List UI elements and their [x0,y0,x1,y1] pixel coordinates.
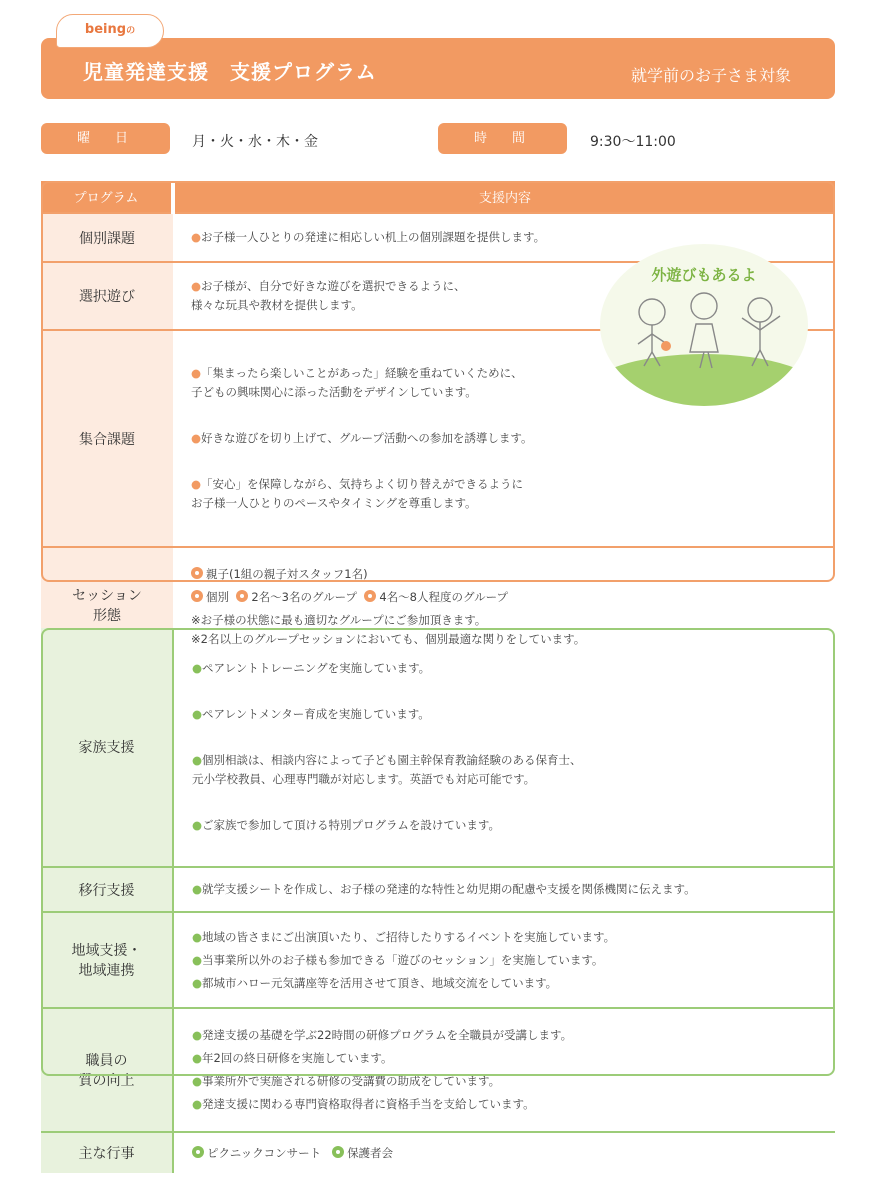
row-label: 個別課題 [41,213,173,262]
list-item: 地域の皆さまにご出演頂いたり、ご招待したりするイベントを実施しています。 [202,929,616,944]
row-label: セッション 形態 [41,547,173,662]
bullet-icon [191,567,203,579]
list-item: 就学支援シートを作成し、お子様の発達的な特性と幼児期の配慮や支援を関係機関に伝えます。 [202,882,696,896]
col-header-program: プログラム [41,181,173,213]
table-row: 選択遊び ●お子様が、自分で好きな遊びを選択できるように、 様々な玩具や教材を提供します。 [41,262,835,330]
list-item: 当事業所以外のお子様も参加できる「遊びのセッション」を実施しています。 [202,952,604,967]
row-label: 選択遊び [41,262,173,330]
page-subtitle: 就学前のお子さま対象 [630,66,791,85]
page-header [41,38,835,99]
row-label: 移行支援 [41,867,173,912]
list-item: 発達支援の基礎を学ぶ22時間の研修プログラムを全職員が受講します。 [202,1028,573,1042]
days-label: 曜 日 [41,123,170,154]
list-item: ペアレントトレーニングを実施しています。 [202,661,431,675]
session-option: 4名〜8人程度のグループ [379,590,509,604]
page-title: 児童発達支援 支援プログラム [83,60,377,84]
table-row: 職員の 質の向上 ●発達支援の基礎を学ぶ22時間の研修プログラムを全職員が受講します。 ●年2回の終日研修を実施しています。 ●事業所外で実施される研修の受講費の助成をしています。 ●発達支援に関わる専門資格取得者に資格手当を支給しています。 [41,1008,835,1132]
session-option: 親子(1組の親子対スタッフ1名) [206,567,368,581]
row-label: 地域支援・ 地域連携 [41,912,173,1008]
table-row: 個別課題 ●お子様一人ひとりの発達に相応しい机上の個別課題を提供します。 [41,213,835,262]
session-option: 2名〜3名のグループ [251,590,358,604]
children-playing-icon [600,244,808,406]
col-header-content: 支援内容 [173,181,835,213]
session-note: ※2名以上のグループセッションにおいても、個別最適な関りをしています。 [191,632,586,646]
brand-bubble [56,14,164,48]
time-label: 時 間 [438,123,567,154]
event-item: 保護者会 [347,1145,394,1160]
table-row: 集合課題 ●「集まったら楽しいことがあった」経験を重ねていくために、 子どもの興味関心に添った活動をデザインしています。 ●好きな遊びを切り上げて、グループ活動への参加を誘導します。 ●「安心」を保障しながら、気持ちよく切り替えができるように お子様一人ひとりのペースやタイミングを尊重します。 [41,330,835,547]
table-row: 家族支援 ●ペアレントトレーニングを実施しています。 ●ペアレントメンター育成を実施しています。 ●個別相談は、相談内容によって子ども園主幹保育教諭経験のある保育士、 元小学校教員、心理専門職が対応します。英語でも対応可能です。 ●ご家族で参加して頂ける特別プログラムを設けています。 [41,628,835,867]
brand-suffix: の [126,26,136,36]
support-table [41,628,835,1173]
bullet-icon [364,590,376,602]
row-label: 職員の 質の向上 [41,1008,173,1132]
list-item: 個別相談は、相談内容によって子ども園主幹保育教諭経験のある保育士、 元小学校教員、心理専門職が対応します。英語でも対応可能です。 [192,753,582,786]
bullet-icon [332,1146,344,1158]
session-note: ※お子様の状態に最も適切なグループにご参加頂きます。 [191,613,487,627]
list-item: 好きな遊びを切り上げて、グループ活動への参加を誘導します。 [201,431,533,445]
row-label: 集合課題 [41,330,173,547]
list-item: 都城市ハロー元気講座等を活用させて頂き、地域交流をしています。 [202,975,558,990]
event-item: ピクニックコンサート [207,1145,322,1160]
list-item: 発達支援に関わる専門資格取得者に資格手当を支給しています。 [202,1097,535,1111]
list-item: ペアレントメンター育成を実施しています。 [202,707,430,721]
list-item: お子様一人ひとりの発達に相応しい机上の個別課題を提供します。 [201,230,546,244]
bullet-icon [192,1146,204,1158]
session-option: 個別 [206,590,229,604]
table-row: 移行支援 ●就学支援シートを作成し、お子様の発達的な特性と幼児期の配慮や支援を関係機関に伝えます。 [41,867,835,912]
list-item: 年2回の終日研修を実施しています。 [202,1051,393,1065]
list-item: 「集まったら楽しいことがあった」経験を重ねていくために、 子どもの興味関心に添った活動をデザインしています。 [191,366,523,399]
outdoor-play-illustration [600,244,808,406]
row-label: 主な行事 [41,1132,173,1173]
table-row: 地域支援・ 地域連携 ●地域の皆さまにご出演頂いたり、ご招待したりするイベントを実施しています。 ●当事業所以外のお子様も参加できる「遊びのセッション」を実施しています。 ●都城市ハロー元気講座等を活用させて頂き、地域交流をしています。 [41,912,835,1008]
brand-main: being [84,22,127,37]
bullet-icon [236,590,248,602]
list-item: お子様が、自分で好きな遊びを選択できるように、 様々な玩具や教材を提供します。 [191,279,466,312]
table-row [41,1132,835,1173]
list-item: 事業所外で実施される研修の受講費の助成をしています。 [202,1074,501,1088]
time-value: 9:30〜11:00 [590,134,676,150]
row-label: 家族支援 [41,628,173,867]
list-item: 「安心」を保障しながら、気持ちよく切り替えができるように お子様一人ひとりのペースやタイミングを尊重します。 [191,477,524,510]
days-value: 月・火・水・木・金 [192,134,318,150]
badge-text: 外遊びもあるよ [651,266,757,284]
bullet-icon [191,590,203,602]
list-item: ご家族で参加して頂ける特別プログラムを設けています。 [202,818,501,832]
